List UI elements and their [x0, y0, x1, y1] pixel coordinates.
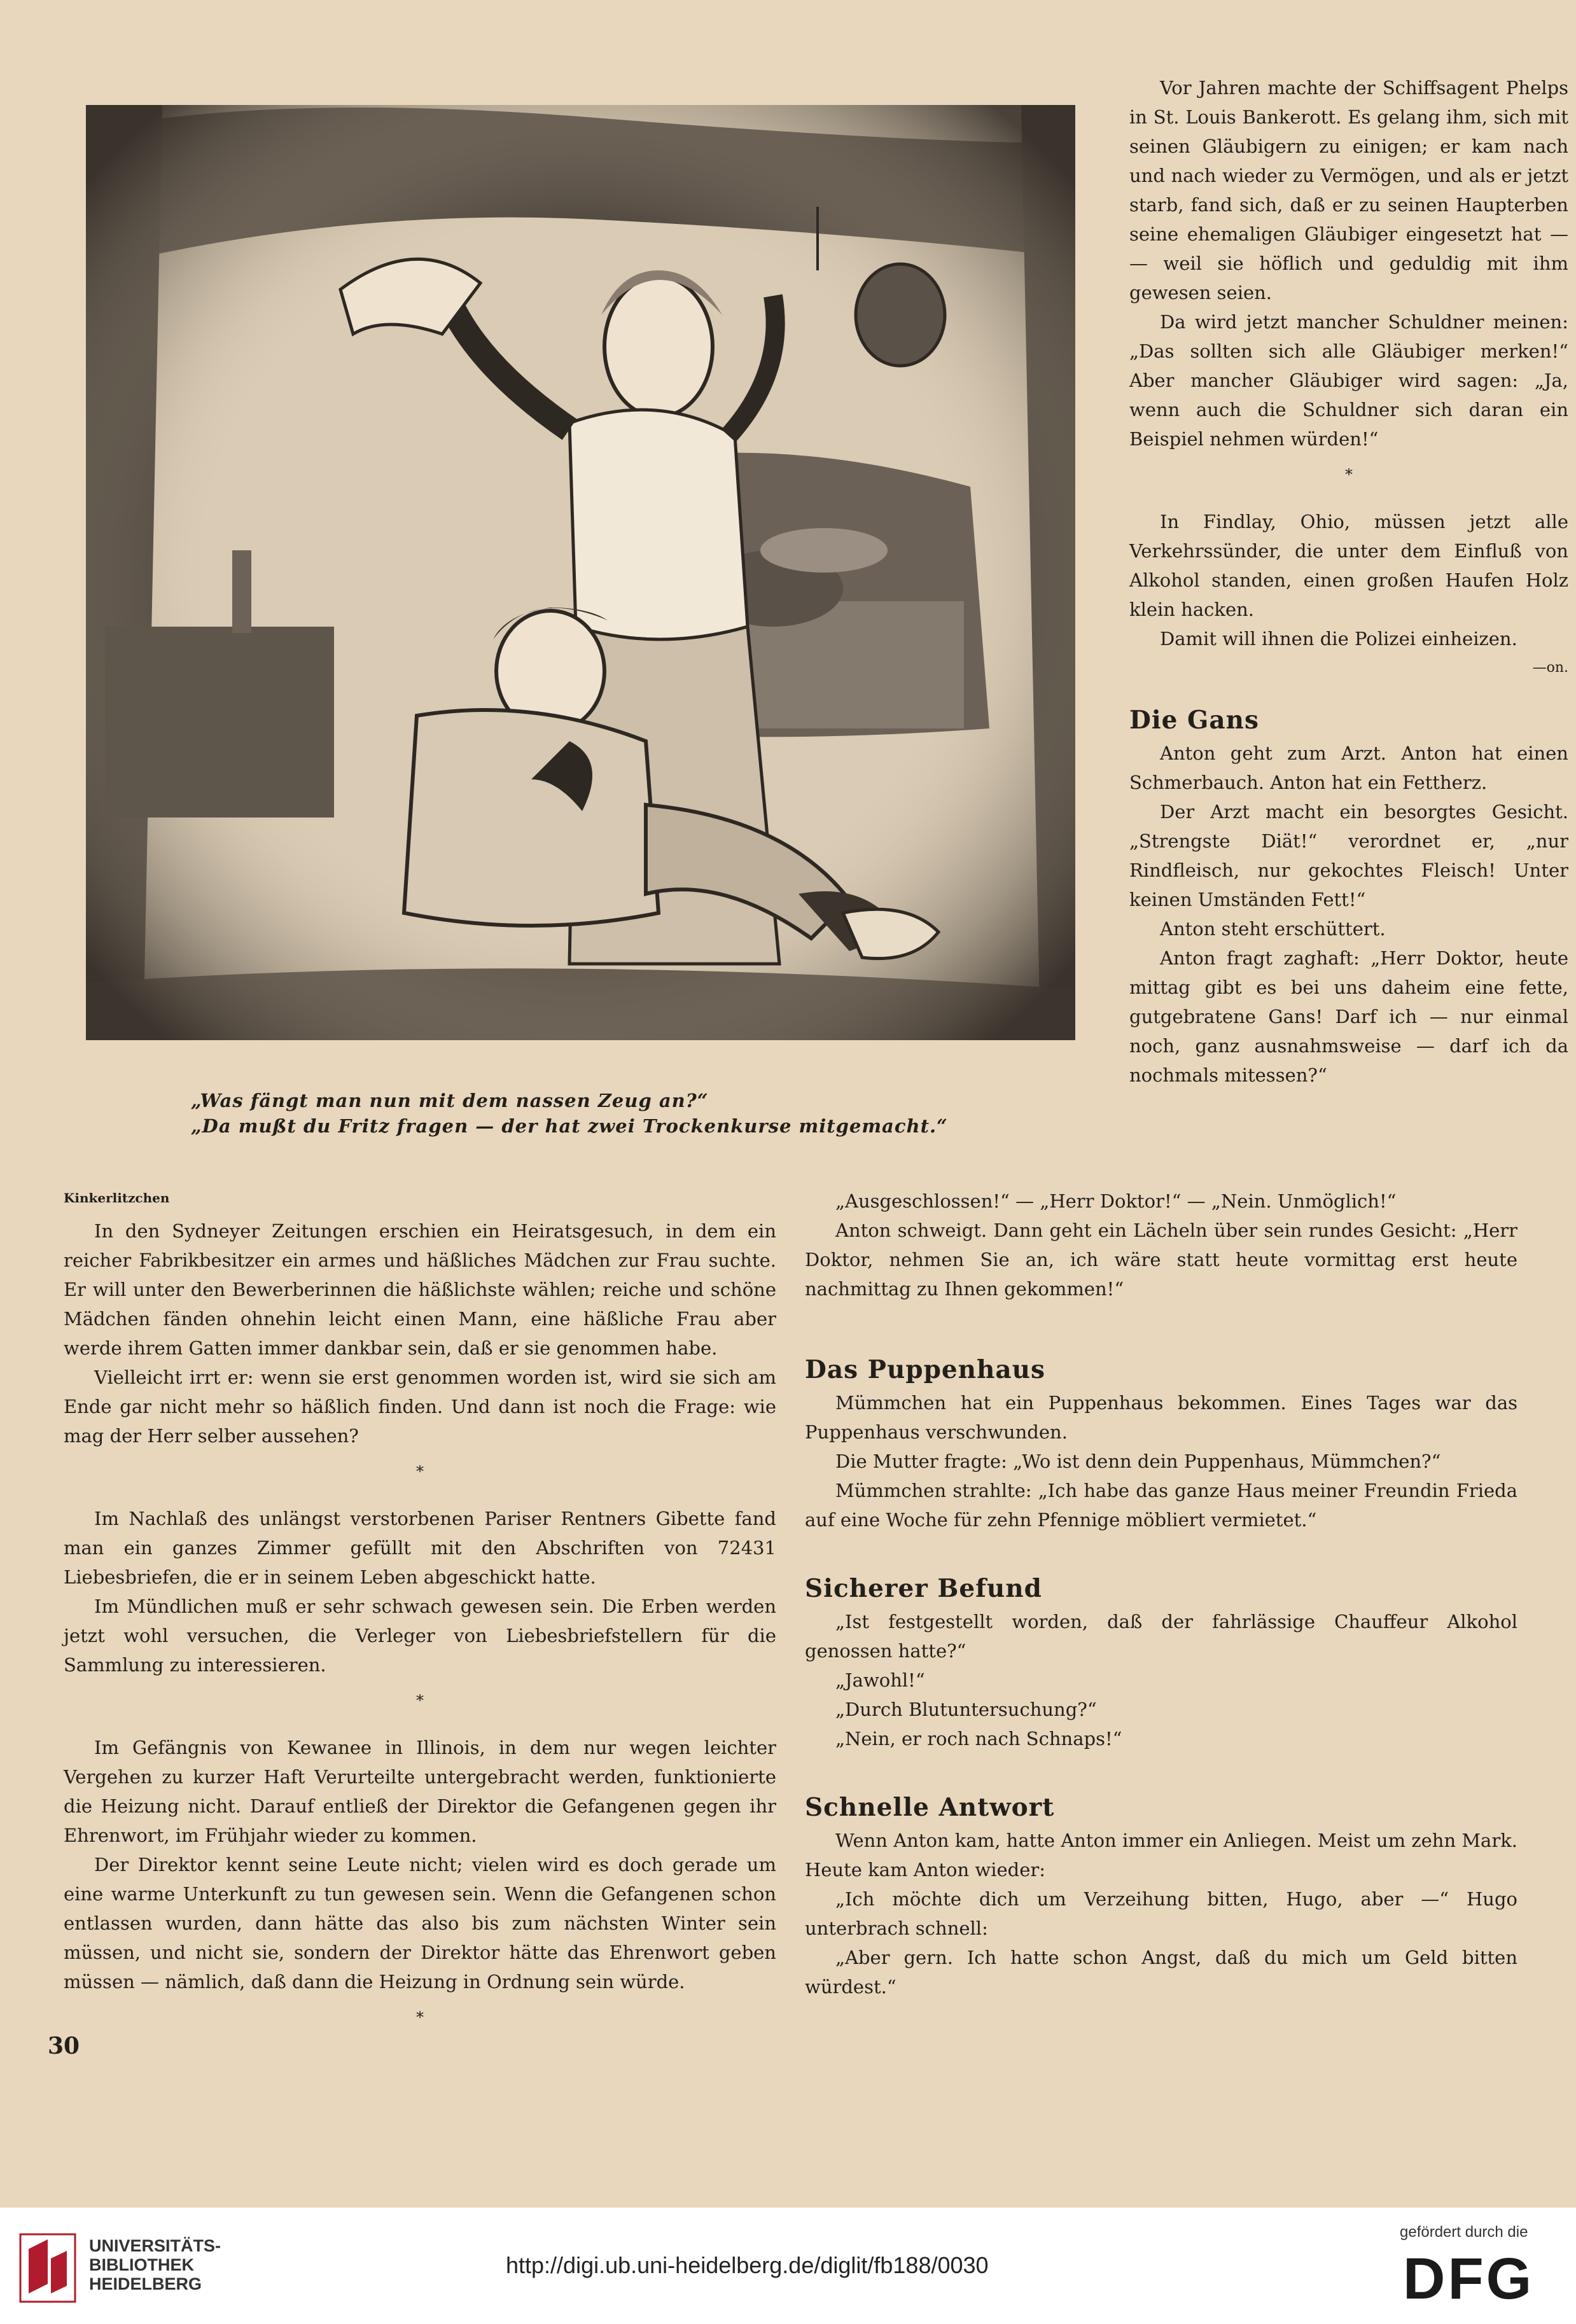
- separator-star: *: [1345, 466, 1353, 484]
- caption-line-2: „Da mußt du Fritz fragen — der hat zwei Trockenkurse mitgemacht.“: [191, 1115, 948, 1137]
- gans-paragraph-2: Der Arzt macht ein besorgtes Gesicht. „Strengste Diät!“ verordnet er, „nur Rindfleisch, nur gekochtes Fleisch! Unter keinen Umständen Fett!“: [1129, 801, 1568, 910]
- funding-note: gefördert durch die: [1400, 2223, 1528, 2241]
- antwort-paragraph-1: Wenn Anton kam, hatte Anton immer ein Anliegen. Meist um zehn Mark. Heute kam Anton wieder:: [805, 1830, 1517, 1881]
- gans-paragraph-6: Anton schweigt. Dann geht ein Lächeln über sein rundes Gesicht: „Herr Doktor, nehmen Sie an, ich wäre statt heute vormittag erst heute nachmittag zu Ihnen gekommen!“: [805, 1220, 1517, 1300]
- gans-paragraph-1: Anton geht zum Arzt. Anton hat einen Schmerbauch. Anton hat ein Fettherz.: [1129, 742, 1568, 793]
- puppenhaus-paragraph-3: Mümmchen strahlte: „Ich habe das ganze Haus meiner Freundin Frieda auf eine Woche für zehn Pfennige möbliert vermietet.“: [805, 1480, 1517, 1531]
- caption-line-1: „Was fängt man nun mit dem nassen Zeug an?“: [191, 1090, 709, 1111]
- source-url-link[interactable]: http://digi.ub.uni-heidelberg.de/diglit/fb188/0030: [506, 2252, 989, 2278]
- uni-line-3: HEIDELBERG: [89, 2274, 202, 2293]
- gibette-comment-paragraph: Im Mündlichen muß er sehr schwach gewesen sein. Die Erben werden jetzt wohl versuchen, die Verleger von Liebesbriefstellern für die Sammlung zu interessieren.: [64, 1596, 776, 1676]
- schuldner-paragraph: Da wird jetzt mancher Schuldner meinen: „Das sollten sich alle Gläubiger merken!“ Aber mancher Gläubiger wird sagen: „Ja, wenn auch die Schuldner sich daran ein Beispiel nehmen würden!“: [1129, 311, 1568, 450]
- kewanee-comment-paragraph: Der Direktor kennt seine Leute nicht; vielen wird es doch gerade um eine warme Unterkunft zu tun gewesen sein. Wenn die Gefangenen schon entlassen wurden, dann hätte das also bis zum nächsten Winter sein müssen, und nicht sie, sondern der Direktor hätte das Ehrenwort geben müssen — nämlich, daß dann die Heizung in Ordnung sein würde.: [64, 1854, 776, 1993]
- gans-paragraph-4: Anton fragt zaghaft: „Herr Doktor, heute mittag gibt es bei uns daheim eine fette, gutgebratene Gans! Darf ich — nur einmal noch, ganz ausnahmsweise — darf ich da nochmals mitessen?“: [1129, 947, 1568, 1086]
- befund-paragraph-1: „Ist festgestellt worden, daß der fahrlässige Chauffeur Alkohol genossen hatte?“: [805, 1611, 1517, 1662]
- separator-star: *: [416, 1463, 424, 1480]
- gans-continuation: [805, 1186, 1517, 1304]
- separator-star: *: [416, 1692, 424, 1709]
- university-library-name: [89, 2236, 221, 2293]
- gans-paragraph-5: „Ausgeschlossen!“ — „Herr Doktor!“ — „Nein. Unmöglich!“: [835, 1190, 1397, 1212]
- uni-line-1: UNIVERSITÄTS-: [89, 2236, 221, 2255]
- antwort-paragraph-3: „Aber gern. Ich hatte schon Angst, daß du mich um Geld bitten würdest.“: [805, 1947, 1517, 1998]
- right-lower-column: [805, 1355, 1517, 2041]
- findlay-paragraph: In Findlay, Ohio, müssen jetzt alle Verkehrssünder, die unter dem Einfluß von Alkohol standen, einen großen Haufen Holz klein hacken.: [1129, 511, 1568, 620]
- befund-paragraph-4: „Nein, er roch nach Schnaps!“: [835, 1728, 1122, 1750]
- column-kicker: Kinkerlitzchen: [64, 1190, 170, 1206]
- right-column: [1129, 73, 1568, 1090]
- polizei-paragraph: Damit will ihnen die Polizei einheizen.: [1160, 628, 1517, 650]
- antwort-title: Schnelle Antwort: [805, 1793, 1055, 1822]
- separator-star: *: [416, 2008, 424, 2026]
- phelps-paragraph: Vor Jahren machte der Schiffsagent Phelps in St. Louis Bankerott. Es gelang ihm, sich mit seinen Gläubigern zu einigen; er kam nach und nach wieder zu Vermögen, und als er jetzt starb, fand sich, daß er zu seinen Haupterben seine ehemaligen Gläubiger eingesetzt hat — — weil sie höflich und geduldig mit ihm gewesen seien.: [1129, 77, 1568, 303]
- antwort-paragraph-2: „Ich möchte dich um Verzeihung bitten, Hugo, aber —“ Hugo unterbrach schnell:: [805, 1888, 1517, 1939]
- gans-title: Die Gans: [1129, 706, 1259, 735]
- sydney-comment-paragraph: Vielleicht irrt er: wenn sie erst genommen worden ist, wird sie sich am Ende gar nicht mehr so häßlich finden. Und dann ist noch die Frage: wie mag der Herr selber aussehen?: [64, 1367, 776, 1447]
- kitchen-illustration: [86, 105, 1075, 1040]
- befund-section: [805, 1574, 1517, 1753]
- dfg-logo: DFG: [1403, 2246, 1535, 2311]
- author-signature: —on.: [1532, 660, 1568, 676]
- antwort-section: [805, 1793, 1517, 2001]
- illustration-caption: [191, 1088, 1145, 1139]
- university-library-logo-icon: [19, 2233, 76, 2303]
- puppenhaus-paragraph-2: Die Mutter fragte: „Wo ist denn dein Puppenhaus, Mümmchen?“: [835, 1451, 1441, 1472]
- left-column: [64, 1183, 776, 2050]
- gibette-paragraph: Im Nachlaß des unlängst verstorbenen Pariser Rentners Gibette fand man ein ganzes Zimmer gefüllt mit den Abschriften von 72431 Liebesbriefen, die er in seinem Leben abgeschickt hatte.: [64, 1508, 776, 1588]
- befund-title: Sicherer Befund: [805, 1574, 1042, 1603]
- page-number: 30: [48, 2033, 80, 2059]
- befund-paragraph-3: „Durch Blutuntersuchung?“: [835, 1699, 1097, 1720]
- puppenhaus-paragraph-1: Mümmchen hat ein Puppenhaus bekommen. Eines Tages war das Puppenhaus verschwunden.: [805, 1392, 1517, 1443]
- uni-line-2: BIBLIOTHEK: [89, 2255, 194, 2274]
- puppenhaus-title: Das Puppenhaus: [805, 1355, 1045, 1384]
- puppenhaus-section: [805, 1355, 1517, 1534]
- kewanee-paragraph: Im Gefängnis von Kewanee in Illinois, in dem nur wegen leichter Vergehen zu kurzer Haft Verurteilte untergebracht werden, funktionierte die Heizung nicht. Darauf entließ der Direktor die Gefangenen gegen ihr Ehrenwort, im Frühjahr wieder zu kommen.: [64, 1737, 776, 1846]
- befund-paragraph-2: „Jawohl!“: [835, 1669, 925, 1691]
- sydney-paragraph: In den Sydneyer Zeitungen erschien ein Heiratsgesuch, in dem ein reicher Fabrikbesitzer ein armes und häßliches Mädchen zur Frau suchte. Er will unter den Bewerberinnen die häßlichste wählen; reiche und schöne Mädchen fänden ohnehin leicht einen Mann, eine häßliche Frau aber werde ihrem Gatten immer dankbar sein, daß er sie genommen habe.: [64, 1220, 776, 1359]
- gans-paragraph-3: Anton steht erschüttert.: [1160, 918, 1386, 940]
